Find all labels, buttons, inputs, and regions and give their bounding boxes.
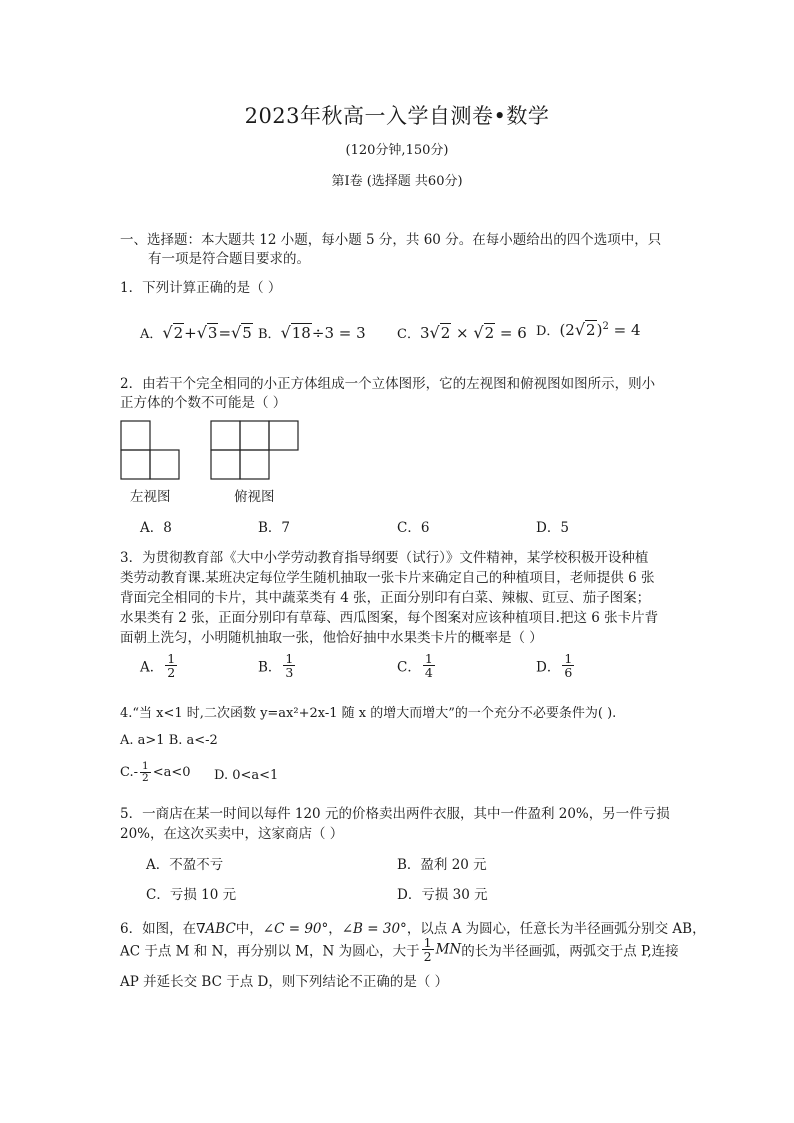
question-6-stem-line2: AC 于点 M 和 N，再分别以 M，N 为圆心，大于 $\frac{1}{2}$ MN的长为半径画弧，两弧交于点 P,连接 — [120, 935, 679, 965]
question-5-option-b[interactable]: B．盈利 20 元 — [397, 857, 487, 873]
question-4-option-c[interactable]: C.- $\frac{1}{2}$ <a<0 — [120, 760, 191, 785]
left-view-cell — [121, 421, 150, 450]
question-5-option-c[interactable]: C．亏损 10 元 — [146, 887, 237, 903]
question-4-options-ab[interactable]: A. a>1 B. a<-2 — [120, 733, 218, 748]
question-2-option-a[interactable]: A．8 — [140, 520, 172, 536]
question-4-stem: 4.“当 x<1 时,二次函数 y=ax²+2x-1 随 x 的增大而增大”的一个充分不必要条件为( ). — [120, 706, 617, 721]
top-view-cell — [240, 421, 269, 450]
question-3-option-c[interactable]: C． $\frac{1}{4}$ — [397, 651, 433, 681]
question-6-stem-line3: AP 并延长交 BC 于点 D，则下列结论不正确的是（ ） — [120, 974, 449, 990]
question-6-stem-line1: 6．如图，在∇ABC中，∠C = 90°，∠B = 30°，以点 A 为圆心，任意长为半径画弧分别交 AB， — [120, 921, 706, 937]
top-view-cell — [240, 450, 269, 479]
question-2-stem-line2: 正方体的个数不可能是（ ） — [120, 395, 287, 411]
question-5-stem-line2: 20%，在这次买卖中，这家商店（ ） — [120, 826, 344, 842]
question-5-option-a[interactable]: A．不盈不亏 — [146, 857, 224, 873]
fraction: $\frac{1}{2}$ — [167, 651, 176, 681]
views-figure — [118, 418, 308, 484]
question-3-stem-line3: 背面完全相同的卡片，其中蔬菜类有 4 张，正面分别印有白菜、辣椒、豇豆、茄子图案； — [120, 590, 651, 606]
question-4-option-d[interactable]: D. 0<a<1 — [214, 768, 279, 783]
fraction: $\frac{1}{4}$ — [424, 651, 433, 681]
top-view-cell — [211, 450, 240, 479]
question-3-stem-line2: 类劳动教育课.某班决定每位学生随机抽取一张卡片来确定自己的种植项目，老师提供 6 张 — [120, 570, 655, 586]
section-instructions-line2: 有一项是符合题目要求的。 — [148, 251, 310, 267]
question-2-option-d[interactable]: D．5 — [536, 520, 569, 536]
question-3-stem-line4: 水果类有 2 张，正面分别印有草莓、西瓜图案，每个图案对应该种植项目.把这 6 张卡片背 — [120, 610, 659, 626]
question-1-option-a[interactable]: A．√2+√3=√5 — [140, 323, 252, 342]
question-3-option-a[interactable]: A． $\frac{1}{2}$ — [140, 651, 176, 681]
top-view-grid — [211, 421, 298, 479]
question-3-option-b[interactable]: B． $\frac{1}{3}$ — [258, 651, 294, 681]
question-2-option-b[interactable]: B．7 — [258, 520, 291, 536]
question-3-stem-line1: 3．为贯彻教育部《大中小学劳动教育指导纲要（试行）》文件精神，某学校积极开设种植 — [120, 550, 649, 566]
page-title: 2023年秋高一入学自测卷•数学 — [244, 104, 550, 128]
question-2-option-c[interactable]: C．6 — [397, 520, 430, 536]
section-instructions-line1: 一、选择题：本大题共 12 小题，每小题 5 分，共 60 分。在每小题给出的四个选项中，只 — [120, 232, 662, 248]
left-view-cell — [150, 450, 179, 479]
fraction: $\frac{1}{2}$ — [142, 760, 149, 785]
top-view-cell — [211, 421, 240, 450]
question-3-option-d[interactable]: D． $\frac{1}{6}$ — [536, 651, 573, 681]
left-view-cell — [121, 450, 150, 479]
fraction: $\frac{1}{3}$ — [285, 651, 294, 681]
question-5-stem-line1: 5．一商店在某一时间以每件 120 元的价格卖出两件衣服，其中一件盈利 20%，另一件亏损 — [120, 806, 670, 822]
top-view-caption: 俯视图 — [234, 489, 275, 505]
question-5-option-d[interactable]: D．亏损 30 元 — [397, 887, 488, 903]
question-1-stem: 1．下列计算正确的是（ ） — [120, 280, 282, 296]
question-1-option-b[interactable]: B．√18÷3 = 3 — [258, 323, 366, 342]
question-1-option-d[interactable]: D．$(2√2)^2 = 4$ — [536, 320, 641, 339]
question-3-stem-line5: 面朝上洗匀，小明随机抽取一张，他恰好抽中水果类卡片的概率是（ ） — [120, 630, 543, 646]
part-heading: 第Ⅰ卷 (选择题 共60分) — [331, 174, 463, 189]
question-2-stem-line1: 2．由若干个完全相同的小正方体组成一个立体图形，它的左视图和俯视图如图所示，则小 — [120, 376, 656, 392]
top-view-cell — [269, 421, 298, 450]
question-1-option-c[interactable]: C．3√2 × √2 = 6 — [397, 323, 527, 342]
fraction: $\frac{1}{2}$ — [423, 935, 432, 965]
fraction: $\frac{1}{6}$ — [564, 651, 573, 681]
left-view-caption: 左视图 — [130, 489, 171, 505]
exam-duration: (120分钟,150分) — [345, 143, 449, 158]
left-view-grid — [121, 421, 179, 479]
